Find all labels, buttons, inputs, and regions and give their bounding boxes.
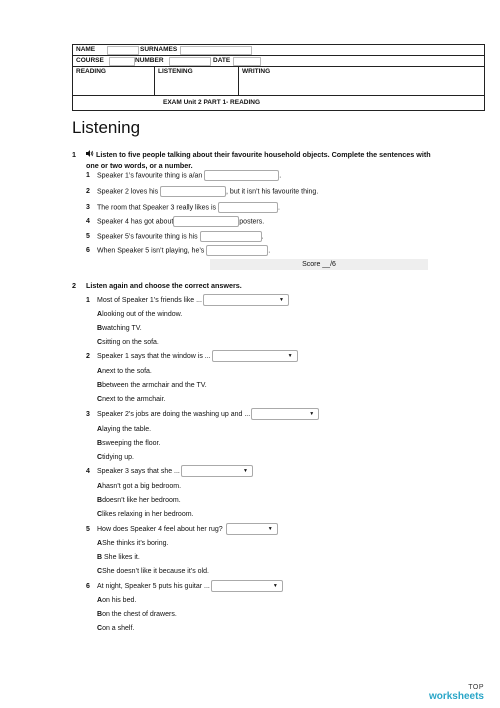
answer-input[interactable] — [173, 216, 239, 227]
date-field[interactable] — [233, 57, 261, 66]
answer-option: Alaying the table. — [97, 426, 152, 433]
answer-dropdown[interactable] — [211, 580, 283, 592]
answer-option: Bdoesn’t like her bedroom. — [97, 497, 181, 504]
listening-label: LISTENING — [158, 68, 193, 75]
answer-option: Clikes relaxing in her bedroom. — [97, 511, 194, 518]
exam-title: EXAM Unit 2 PART 1- READING — [163, 99, 261, 106]
list-item: 2 Speaker 1 says that the window is ... ▼ — [86, 350, 298, 362]
answer-option: B She likes it. — [97, 554, 140, 561]
list-item: 3 The room that Speaker 3 really likes is . — [86, 202, 280, 214]
answer-dropdown[interactable] — [212, 350, 298, 362]
list-item: 6 When Speaker 5 isn’t playing, he’s . — [86, 245, 270, 257]
reading-cell — [73, 67, 155, 95]
writing-cell — [239, 67, 484, 95]
list-item: 2 Speaker 2 loves his , but it isn’t his favourite thing. — [86, 186, 318, 198]
student-info-table — [72, 44, 485, 111]
number-label: NUMBER — [135, 57, 164, 64]
section-title: Listening — [72, 118, 141, 137]
answer-option: AShe thinks it’s boring. — [97, 540, 169, 547]
instruction-text: Listen to five people talking about their favourite household objects. Complete the sentences with one or two words, or a number. — [86, 150, 431, 170]
list-item: 1 Most of Speaker 1’s friends like ... ▼ — [86, 294, 289, 306]
list-item: 5 Speaker 5’s favourite thing is his . — [86, 231, 264, 243]
list-item: 4 Speaker 4 has got about posters. — [86, 216, 264, 228]
answer-option: Cnext to the armchair. — [97, 396, 166, 403]
answer-option: Csitting on the sofa. — [97, 339, 159, 346]
chevron-down-icon: ▼ — [272, 583, 278, 589]
answer-input[interactable] — [200, 231, 262, 242]
list-item: 4 Speaker 3 says that she ... ▼ — [86, 465, 253, 477]
answer-input[interactable] — [218, 202, 278, 213]
reading-label: READING — [76, 68, 106, 75]
answer-option: Anext to the sofa. — [97, 368, 152, 375]
writing-label: WRITING — [242, 68, 271, 75]
question-number: 2 — [72, 281, 76, 290]
answer-option: Bbetween the armchair and the TV. — [97, 382, 207, 389]
question-2-instruction — [72, 281, 242, 290]
chevron-down-icon: ▼ — [267, 526, 273, 532]
chevron-down-icon: ▼ — [309, 411, 315, 417]
name-label: NAME — [76, 46, 96, 53]
answer-option: Alooking out of the window. — [97, 311, 183, 318]
surnames-field[interactable] — [180, 46, 252, 55]
chevron-down-icon: ▼ — [278, 297, 284, 303]
list-item: 5 How does Speaker 4 feel about her rug? ▼ — [86, 523, 278, 535]
speaker-icon[interactable] — [86, 150, 94, 161]
question-number: 1 — [72, 150, 76, 159]
answer-option: Ctidying up. — [97, 454, 134, 461]
answer-input[interactable] — [206, 245, 268, 256]
answer-option: Aon his bed. — [97, 597, 137, 604]
list-item: 3 Speaker 2’s jobs are doing the washing up and ... ▼ — [86, 408, 319, 420]
answer-option: Con a shelf. — [97, 625, 135, 632]
number-field[interactable] — [169, 57, 211, 66]
course-field[interactable] — [109, 57, 135, 66]
date-label: DATE — [213, 57, 231, 64]
name-field[interactable] — [107, 46, 139, 55]
answer-dropdown[interactable] — [251, 408, 319, 420]
list-item: 6 At night, Speaker 5 puts his guitar ... ▼ — [86, 580, 283, 592]
chevron-down-icon: ▼ — [287, 353, 293, 359]
topworksheets-logo[interactable]: TOP worksheets — [428, 684, 484, 702]
answer-option: CShe doesn’t like it because it’s old. — [97, 568, 209, 575]
chevron-down-icon: ▼ — [242, 468, 248, 474]
answer-input[interactable] — [160, 186, 226, 197]
score-box: Score __/6 — [210, 259, 428, 270]
answer-input[interactable] — [204, 170, 279, 181]
answer-dropdown[interactable] — [203, 294, 289, 306]
answer-option: Ahasn’t got a big bedroom. — [97, 483, 182, 490]
answer-option: Bon the chest of drawers. — [97, 611, 177, 618]
answer-dropdown[interactable] — [181, 465, 253, 477]
answer-dropdown[interactable] — [226, 523, 278, 535]
listening-cell — [155, 67, 239, 95]
course-label: COURSE — [76, 57, 104, 64]
answer-option: Bsweeping the floor. — [97, 440, 161, 447]
instruction-text: Listen again and choose the correct answers. — [86, 281, 242, 290]
list-item: 1 Speaker 1’s favourite thing is a/an . — [86, 170, 281, 182]
surnames-label: SURNAMES — [140, 46, 178, 53]
answer-option: Bwatching TV. — [97, 325, 142, 332]
